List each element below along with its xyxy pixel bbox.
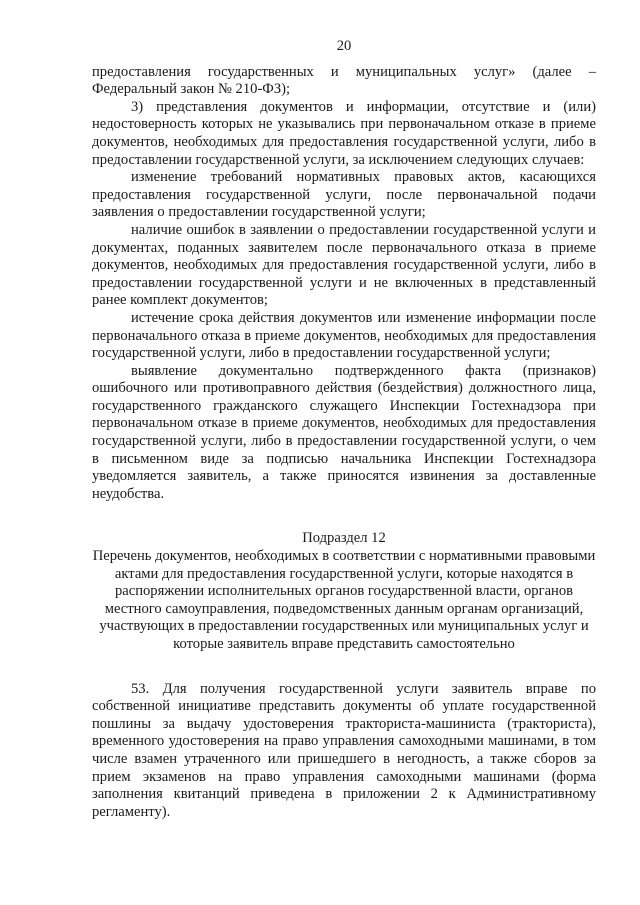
paragraph-case-misconduct: выявление документально подтвержденного факта (признаков) ошибочного или противоправного действия (бездействия) должностного лица, государственного гражданского служащего Инспекции Гостехнадзора при первоначальном отказе в приеме документов, необходимых для предоставления государственной услуги, либо в предоставлении государственной услуги, о чем в письменном виде за подписью начальника Инспекции Гостехнадзора уведомляется заявитель, а также приносятся извинения за доставленные неудобства. — [92, 362, 596, 502]
subsection-heading: Подраздел 12 — [302, 530, 386, 547]
subsection-title: Перечень документов, необходимых в соответствии с нормативными правовыми актами для предоставления государственной услуги, которые находятся в распоряжении исполнительных органов государственной власти, органов местного самоуправления, подведомственных данным органам организаций, участвующих в предоставлении государственных или муниципальных услуг и которые заявитель вправе представить самостоятельно — [92, 548, 596, 652]
paragraph-case-expiry: истечение срока действия документов или изменение информации после первоначального отказа в приеме документов, необходимых для предоставления государственной услуги, либо в предоставлении государственной услуги; — [92, 309, 596, 362]
paragraph-item-3: 3) представления документов и информации, отсутствие и (или) недостоверность которых не указывались при первоначальном отказе в приеме документов, необходимых для предоставления государственной услуги, либо в предоставлении государственной услуги, за исключением следующих случаев: — [92, 98, 596, 168]
paragraph-case-errors: наличие ошибок в заявлении о предоставлении государственной услуги и документах, поданных заявителем после первоначального отказа в приеме документов, необходимых для предоставления государственной услуги, либо в предоставлении государственной услуги и не включенных в представленный ранее комплект документов; — [92, 221, 596, 309]
page-number: 20 — [336, 38, 352, 54]
paragraph-continuation: предоставления государственных и муниципальных услуг» (далее – Федеральный закон № 210-ФЗ); — [92, 63, 596, 98]
paragraph-item-53: 53. Для получения государственной услуги заявитель вправе по собственной инициативе представить документы об уплате государственной пошлины за выдачу удостоверения тракториста-машиниста (тракториста), временного удостоверения на право управления самоходными машинами, в том числе взамен утраченного или пришедшего в негодность, а также сборов за прием экзаменов на право управления самоходными машинами (форма заполнения квитанций приведена в приложении 2 к Административному регламенту). — [92, 680, 596, 820]
paragraph-case-requirements-change: изменение требований нормативных правовых актов, касающихся предоставления государственной услуги, после первоначальной подачи заявления о предоставлении государственной услуги; — [92, 169, 596, 221]
document-page — [92, 38, 596, 821]
